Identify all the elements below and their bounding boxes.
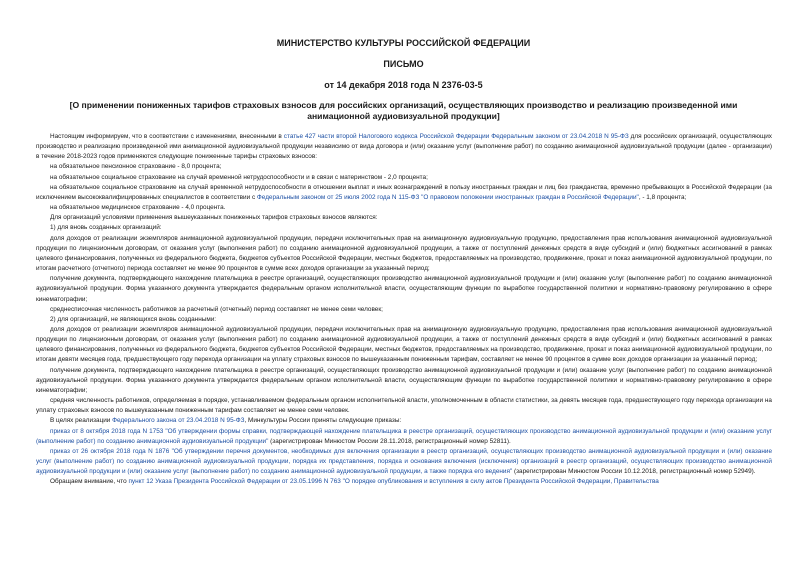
- condition-new-headcount: среднесписочная численность работников за расчетный (отчетный) период составляет не менее семи человек;: [50, 305, 383, 313]
- condition-existing-headcount: средняя численность работников, определяемая в порядке, устанавливаемом федеральным органом исполнительной власти, уполномоченным в области статистики, за девять месяцев года, предшествующего году перехода организации на уплату страховых взносов по вышеуказанным пониженным тарифам составляет не менее семи человек.: [36, 397, 772, 415]
- link-order-1876[interactable]: приказ от 26 октября 2018 года N 1876 "Об утверждении перечня документов, необходимых для включения организации в реестр организаций, осуществляющих производство анимационной аудиовизуальной продукции и (или) оказание услуг (выполнение работ) по созданию анимационной аудиовизуальной продукции, порядка их представления, порядка и основания включения (исключения) организаций в реестр организаций, осуществляющих производство анимационной аудиовизуальной продукции и (или) оказание услуг (выполнение работ) по созданию анимационной аудиовизуальной продукции, а также порядка его ведения": [36, 447, 772, 476]
- condition-existing-orgs: 2) для организаций, не являющихся вновь созданными:: [50, 315, 217, 323]
- tariff-foreign-text: на обязательное социальное страхование на случай временной нетрудоспособности в отношении выплат и иных вознаграждений в пользу иностранных граждан и лиц без гражданства, временно пребывающих в Российской Федерации (за исключением высококвалифицированных специалистов в соответствии с: [36, 183, 772, 201]
- condition-new-registry-document: получение документа, подтверждающего нахождение плательщика в реестре организаций, осуществляющих производство анимационной аудиовизуальной продукции и (или) оказание услуг (выполнение работ) по созданию анимационной аудиовизуальной продукции. Форма указанного документа утверждается федеральным органом исполнительной власти, осуществляющим функции по выработке государственной политики и нормативно-правовому регулированию в сфере кинематографии;: [36, 275, 772, 303]
- attention-text: Обращаем внимание, что: [50, 478, 127, 486]
- tariff-foreign-rate: , - 1,8 процента;: [638, 193, 687, 201]
- link-decree-763[interactable]: пункт 12 Указа Президента Российской Федерации от 23.05.1996 N 763 "О порядке опубликования и вступления в силу актов Президента Российской Федерации, Правительства: [128, 478, 659, 486]
- link-fz-115[interactable]: Федеральным законом от 25 июля 2002 года N 115-ФЗ "О правовом положении иностранных граждан в Российской Федерации": [256, 193, 639, 201]
- document-type-heading: ПИСЬМО: [383, 59, 424, 69]
- tariff-medical: на обязательное медицинское страхование - 4,0 процента.: [50, 204, 226, 212]
- paragraph-intro: [36, 132, 772, 162]
- condition-existing-registry-document: получение документа, подтверждающего нахождение плательщика в реестре организаций, осуществляющих производство анимационной аудиовизуальной продукции и (или) оказание услуг (выполнение работ) по созданию анимационной аудиовизуальной продукции. Форма указанного документа утверждается федеральным органом исполнительной власти, осуществляющим функции по выработке государственной политики и нормативно-правовому регулированию в сфере кинематографии;: [36, 366, 772, 394]
- order-1876-registration: (зарегистрирован Минюстом России 10.12.2018, регистрационный номер 52949).: [512, 468, 756, 476]
- implementation-text: В целях реализации: [50, 417, 111, 425]
- ministry-heading: МИНИСТЕРСТВО КУЛЬТУРЫ РОССИЙСКОЙ ФЕДЕРАЦИИ: [276, 38, 531, 48]
- tariff-social: на обязательное социальное страхование на случай временной нетрудоспособности и в связи с материнством - 2,0 процента;: [50, 173, 428, 181]
- condition-new-orgs: 1) для вновь созданных организаций:: [50, 224, 162, 232]
- attention-paragraph: [36, 477, 772, 487]
- document-body: [36, 132, 772, 487]
- order-1876-paragraph: [36, 447, 772, 477]
- implementation-text-tail: , Минкультуры России приняты следующие приказы:: [244, 417, 402, 425]
- implementation-paragraph: [36, 416, 772, 426]
- subject-heading: [О применении пониженных тарифов страховых взносов для российских организаций, осуществляющих производство и реализацию произведенной ими анимационной аудиовизуальной продукции]: [69, 100, 738, 121]
- condition-new-income-share: доля доходов от реализации экземпляров анимационной аудиовизуальной продукции, передачи исключительных прав на анимационную аудиовизуальную продукцию, предоставления прав использования анимационной аудиовизуальной продукции по лицензионным договорам, от оказания услуг (выполнения работ) по созданию анимационной аудиовизуальной продукции, а также от поступлений денежных средств в виде субсидий и (или) бюджетных ассигнований в рамках целевого финансирования, полученных из федерального бюджета, бюджетов субъектов Российской Федерации, местных бюджетов, предоставляемых на производство, продвижение, прокат и показ анимационной аудиовизуальной продукции, по итогам расчетного (отчетного) периода составляет не менее 90 процентов в сумме всех доходов организации за указанный период;: [36, 234, 772, 273]
- order-1753-paragraph: [36, 427, 772, 447]
- link-order-1753[interactable]: приказ от 8 октября 2018 года N 1753 "Об утверждении формы справки, подтверждающей нахождение плательщика в реестре организаций, осуществляющих производство анимационной аудиовизуальной продукции и (или) оказание услуг (выполнение работ) по созданию анимационной аудиовизуальной продукции": [36, 427, 772, 445]
- intro-text-continued: для российских организаций, осуществляющих производство и реализацию произведенной ими анимационной аудиовизуальной продукции независимо от вида договора и (или) оказание услуг (выполнение работ) по созданию анимационной аудиовизуальной продукции (далее - организации) в течение 2018-2023 годов применяются следующие пониженные тарифы страховых взносов:: [36, 133, 772, 161]
- tariff-foreign: [36, 183, 772, 203]
- condition-existing-income-share: доля доходов от реализации экземпляров анимационной аудиовизуальной продукции, передачи исключительных прав на анимационную аудиовизуальную продукцию, предоставления прав использования анимационной аудиовизуальной продукции по лицензионным договорам, от оказания услуг (выполнения работ) по созданию анимационной аудиовизуальной продукции, а также от поступлений денежных средств в виде субсидий и (или) бюджетных ассигнований в рамках целевого финансирования, полученных из федерального бюджета, бюджетов субъектов Российской Федерации, местных бюджетов, предоставляемых на производство, продвижение, прокат и показ анимационной аудиовизуальной продукции, по итогам девяти месяцев года, предшествующего году перехода организации на уплату страховых взносов по вышеуказанным пониженным тарифам, составляет не менее 90 процентов в сумме всех доходов организации за указанный период;: [36, 325, 772, 364]
- date-number-heading: от 14 декабря 2018 года N 2376-03-5: [324, 80, 483, 90]
- tariff-pension: на обязательное пенсионное страхование - 8,0 процента;: [50, 163, 222, 171]
- link-fz-95-implementation[interactable]: Федерального закона от 23.04.2018 N 95-ФЗ: [112, 417, 245, 425]
- order-1753-registration: (зарегистрирован Минюстом России 28.11.2018, регистрационный номер 52811).: [268, 437, 511, 445]
- conditions-intro: Для организаций условиями применения вышеуказанных пониженных тарифов страховых взносов являются:: [50, 214, 378, 222]
- link-fz-95[interactable]: Федеральным законом от 23.04.2018 N 95-ФЗ: [491, 133, 629, 140]
- intro-text: Настоящим информируем, что в соответствии с изменениями, внесенными в: [50, 133, 282, 140]
- link-nk-article-427[interactable]: статье 427 части второй Налогового кодекса Российской Федерации: [283, 133, 490, 140]
